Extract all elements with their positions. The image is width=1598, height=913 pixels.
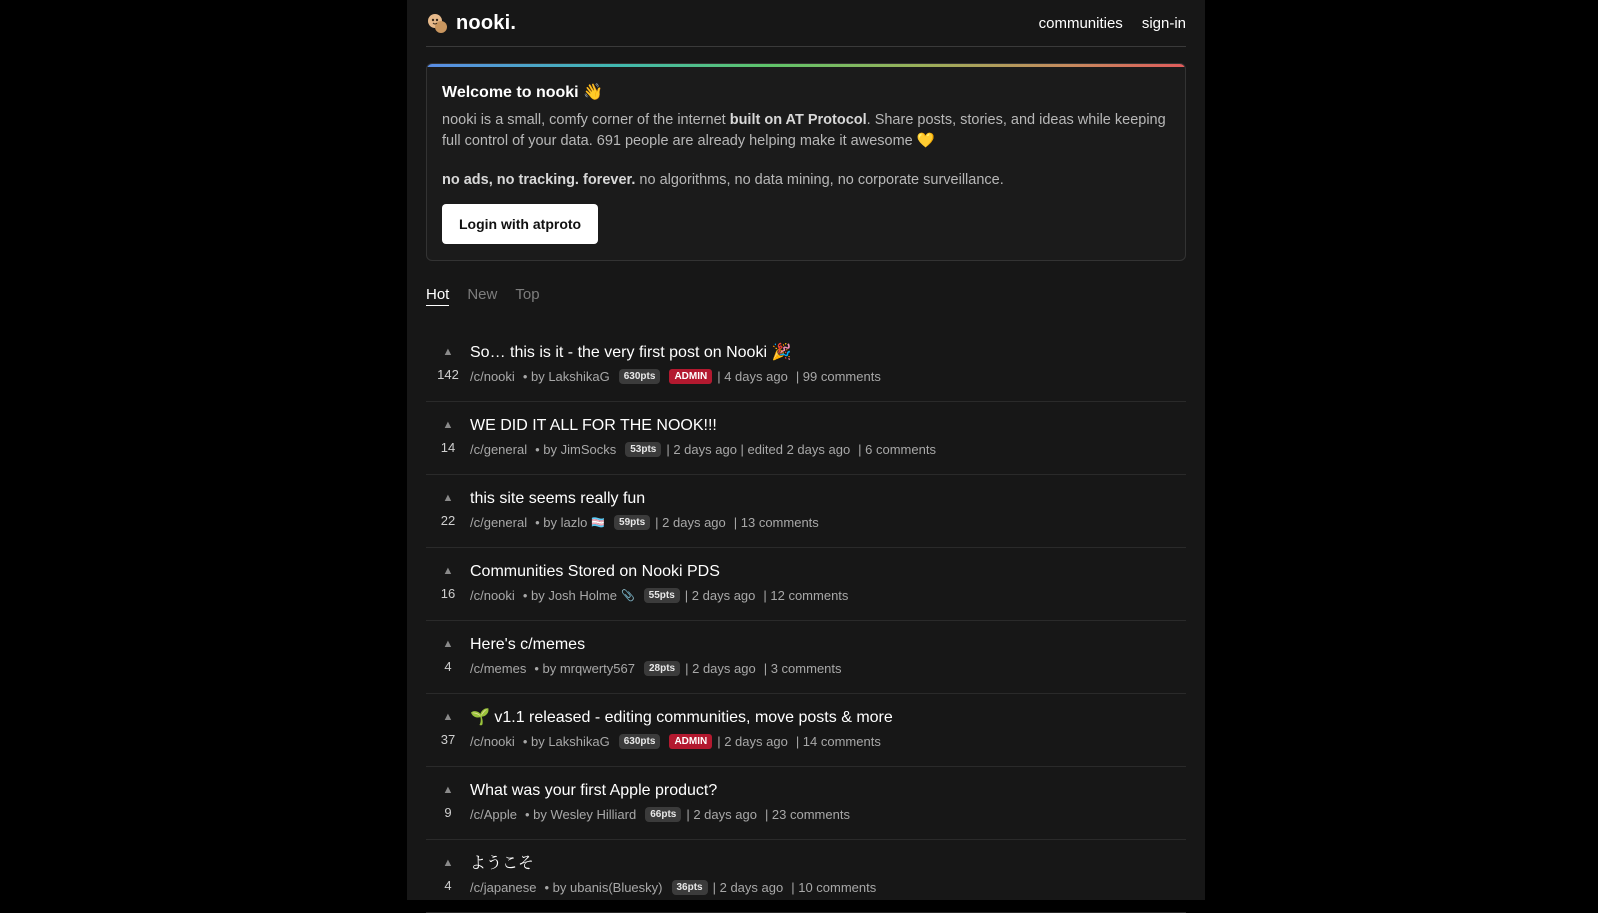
post-community-link[interactable]: /c/nooki — [470, 588, 515, 603]
sort-tabs — [426, 286, 1186, 306]
post-author-link[interactable]: • by Josh Holme — [522, 588, 617, 603]
post-community-link[interactable]: /c/nooki — [470, 734, 515, 749]
admin-badge: ADMIN — [669, 369, 712, 384]
post-row — [426, 402, 1186, 475]
vote-column — [426, 780, 470, 839]
post-title-link[interactable]: Here's c/memes — [470, 636, 586, 653]
post-comments-link[interactable]: | 6 comments — [858, 442, 936, 457]
nav-sign-in-link[interactable]: sign-in — [1141, 14, 1186, 32]
post-meta — [470, 880, 1186, 895]
author-flair-icon: 📎 — [620, 590, 635, 602]
post-meta — [470, 442, 1186, 457]
post-comments-link[interactable]: | 3 comments — [763, 661, 842, 676]
post-comments-link[interactable]: | 99 comments — [795, 369, 881, 384]
upvote-arrow-icon[interactable]: ▲ — [442, 492, 454, 504]
post-meta — [470, 661, 1186, 676]
upvote-arrow-icon[interactable]: ▲ — [442, 784, 454, 796]
post-author-link[interactable]: • by JimSocks — [535, 442, 617, 457]
site-header — [426, 0, 1186, 47]
post-row — [426, 475, 1186, 548]
welcome-text-bold: built on AT Protocol — [729, 112, 867, 128]
vote-count: 22 — [440, 513, 456, 528]
post-row — [426, 621, 1186, 694]
post-time: | 2 days ago — [712, 880, 784, 895]
post-community-link[interactable]: /c/memes — [470, 661, 527, 676]
post-author-link[interactable]: • by mrqwerty567 — [534, 661, 635, 676]
post-meta — [470, 588, 1186, 603]
nav-communities-link[interactable]: communities — [1038, 14, 1123, 32]
vote-column — [426, 415, 470, 474]
vote-count: 9 — [444, 805, 452, 820]
vote-count: 37 — [440, 732, 456, 747]
welcome-title: Welcome to nooki 👋 — [442, 84, 603, 101]
author-flair-icon: 🏳️‍⚧️ — [591, 517, 606, 529]
post-row — [426, 840, 1186, 913]
post-meta — [470, 734, 1186, 749]
vote-column — [426, 488, 470, 547]
post-author-link[interactable]: • by lazlo — [535, 515, 588, 530]
post-author-link[interactable]: • by LakshikaG — [522, 734, 610, 749]
post-community-link[interactable]: /c/Apple — [470, 807, 517, 822]
author-points-badge: 630pts — [619, 369, 661, 384]
post-body — [470, 488, 1186, 547]
nooki-logo-icon — [426, 12, 448, 34]
post-title-link[interactable]: WE DID IT ALL FOR THE NOOK!!! — [470, 417, 717, 434]
post-comments-link[interactable]: | 13 comments — [733, 515, 819, 530]
welcome-privacy-note — [442, 172, 1170, 188]
page — [407, 0, 1205, 900]
post-comments-link[interactable]: | 14 comments — [795, 734, 881, 749]
post-time: | 2 days ago — [684, 588, 756, 603]
welcome-text-post: . Share posts, stories, and ideas while keeping full control of your data. 691 people are already helping make it awesome 💛 — [442, 112, 1166, 149]
post-author-link[interactable]: • by ubanis(Bluesky) — [544, 880, 663, 895]
post-time: | 2 days ago — [717, 734, 788, 749]
post-community-link[interactable]: /c/general — [470, 442, 528, 457]
post-title-link[interactable]: Communities Stored on Nooki PDS — [470, 563, 720, 580]
post-title-link[interactable]: 🌱 v1.1 released - editing communities, move posts & more — [470, 709, 893, 726]
welcome-text-pre: nooki is a small, comfy corner of the internet — [442, 112, 730, 128]
author-points-badge: 55pts — [644, 588, 680, 603]
post-community-link[interactable]: /c/nooki — [470, 369, 515, 384]
author-points-badge: 59pts — [614, 515, 650, 530]
upvote-arrow-icon[interactable]: ▲ — [442, 565, 454, 577]
vote-count: 4 — [444, 878, 452, 893]
top-nav — [1039, 15, 1186, 32]
welcome-card — [426, 63, 1186, 261]
login-with-atproto-button[interactable]: Login with atproto — [442, 204, 598, 244]
post-comments-link[interactable]: | 10 comments — [791, 880, 877, 895]
vote-count: 4 — [444, 659, 452, 674]
post-body — [470, 342, 1186, 401]
post-comments-link[interactable]: | 23 comments — [764, 807, 850, 822]
author-points-badge: 66pts — [645, 807, 681, 822]
vote-count: 16 — [440, 586, 456, 601]
post-row — [426, 767, 1186, 840]
tab-new[interactable]: New — [467, 286, 498, 303]
post-time: | 2 days ago — [686, 807, 757, 822]
vote-count: 14 — [440, 440, 456, 455]
brand[interactable] — [426, 12, 516, 35]
post-body — [470, 707, 1186, 766]
post-meta — [470, 369, 1186, 384]
tab-hot[interactable]: Hot — [426, 286, 449, 306]
post-meta — [470, 807, 1186, 822]
welcome-description — [442, 110, 1170, 152]
post-time: | 2 days ago — [685, 661, 756, 676]
post-body — [470, 780, 1186, 839]
upvote-arrow-icon[interactable]: ▲ — [442, 711, 454, 723]
post-row — [426, 548, 1186, 621]
post-body — [470, 853, 1186, 912]
upvote-arrow-icon[interactable]: ▲ — [442, 857, 454, 869]
post-list — [426, 329, 1186, 913]
post-time: | 2 days ago | edited 2 days ago — [666, 442, 851, 457]
upvote-arrow-icon[interactable]: ▲ — [442, 419, 454, 431]
welcome-privacy-text: no algorithms, no data mining, no corporate surveillance. — [635, 172, 1004, 188]
post-title-link[interactable]: So… this is it - the very first post on Nooki 🎉 — [470, 344, 792, 361]
vote-column — [426, 707, 470, 766]
post-title-link[interactable]: ようこそ — [470, 855, 535, 872]
post-time: | 2 days ago — [655, 515, 726, 530]
author-points-badge: 630pts — [619, 734, 661, 749]
post-title-link[interactable]: this site seems really fun — [470, 490, 646, 507]
welcome-privacy-bold: no ads, no tracking. forever. — [442, 172, 636, 188]
post-author-link[interactable]: • by Wesley Hilliard — [524, 807, 637, 822]
admin-badge: ADMIN — [669, 734, 712, 749]
post-body — [470, 634, 1186, 693]
post-community-link[interactable]: /c/general — [470, 515, 528, 530]
post-meta — [470, 515, 1186, 530]
post-comments-link[interactable]: | 12 comments — [763, 588, 849, 603]
upvote-arrow-icon[interactable]: ▲ — [442, 638, 454, 650]
vote-count: 142 — [437, 367, 459, 382]
author-points-badge: 53pts — [625, 442, 661, 457]
author-points-badge: 28pts — [644, 661, 680, 676]
post-body — [470, 561, 1186, 620]
vote-column — [426, 342, 470, 401]
post-author-link[interactable]: • by LakshikaG — [522, 369, 610, 384]
upvote-arrow-icon[interactable]: ▲ — [442, 346, 454, 358]
vote-column — [426, 634, 470, 693]
post-row — [426, 694, 1186, 767]
post-row — [426, 329, 1186, 402]
vote-column — [426, 561, 470, 620]
post-title-link[interactable]: What was your first Apple product? — [470, 782, 718, 799]
tab-top[interactable]: Top — [515, 286, 540, 303]
post-community-link[interactable]: /c/japanese — [470, 880, 537, 895]
vote-column — [426, 853, 470, 912]
post-time: | 4 days ago — [717, 369, 788, 384]
content-column — [426, 0, 1186, 913]
author-points-badge: 36pts — [672, 880, 708, 895]
post-body — [470, 415, 1186, 474]
brand-name: nooki. — [456, 11, 517, 34]
